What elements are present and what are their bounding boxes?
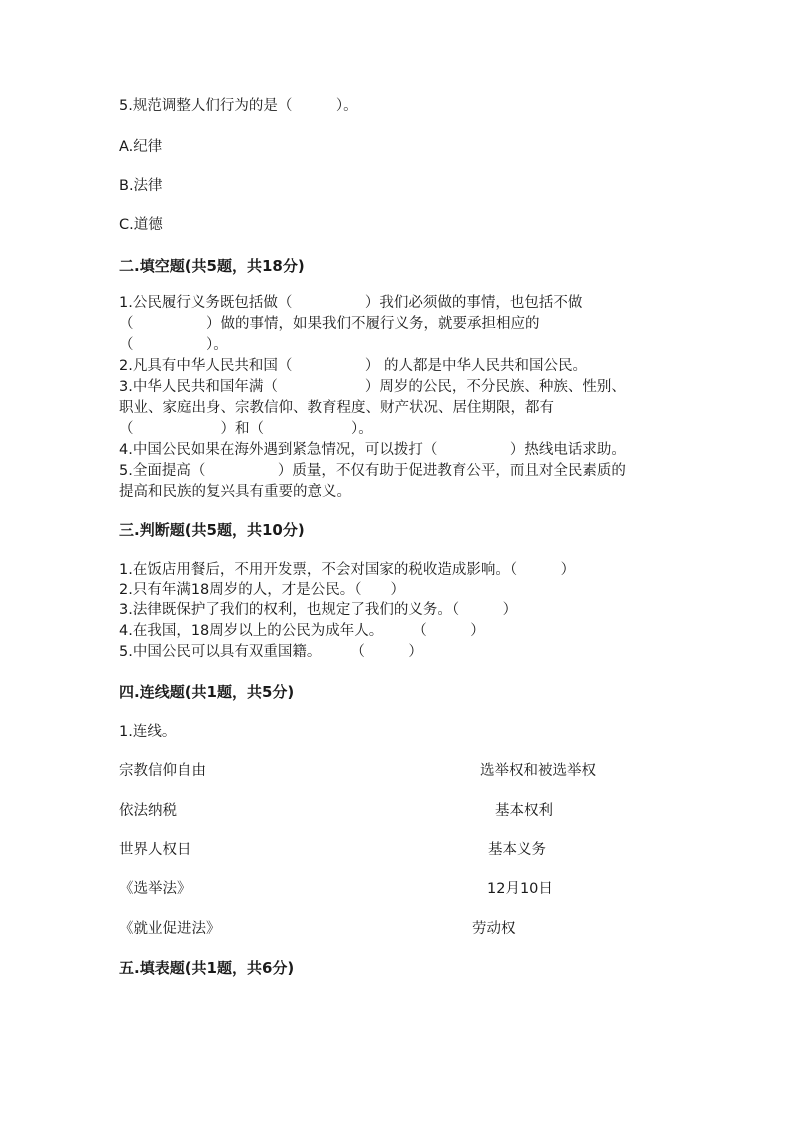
match-right-item: 劳动权 [472,921,516,937]
match-right-item: 12月10日 [487,881,553,897]
fill-line: 4.中国公民如果在海外遇到紧急情况，可以拨打（ ）热线电话求助。 [119,442,626,458]
fill-line: （ ）做的事情，如果我们不履行义务，就要承担相应的 [119,316,540,332]
section-judge-heading: 三.判断题(共5题，共10分) [119,521,305,539]
question-5-stem: 5.规范调整人们行为的是（ ）。 [119,98,358,114]
section-table-heading: 五.填表题(共1题，共6分) [119,959,295,977]
match-left-item: 世界人权日 [119,842,192,858]
match-right-item: 基本权利 [495,803,553,819]
match-right-item: 选举权和被选举权 [480,763,596,779]
match-left-item: 《就业促进法》 [119,921,221,937]
match-left-item: 宗教信仰自由 [119,763,206,779]
fill-line: 职业、家庭出身、宗教信仰、教育程度、财产状况、居住期限，都有 [119,400,554,416]
judge-line: 4.在我国，18周岁以上的公民为成年人。 （ ） [119,623,485,639]
judge-line: 1.在饭店用餐后，不用开发票，不会对国家的税收造成影响。（ ） [119,562,576,578]
judge-line: 3.法律既保护了我们的权利，也规定了我们的义务。（ ） [119,602,518,618]
section-fill-heading: 二.填空题(共5题，共18分) [119,257,305,275]
match-stem: 1.连线。 [119,724,177,740]
fill-line: （ ）。 [119,337,228,353]
section-match-heading: 四.连线题(共1题，共5分) [119,683,295,701]
judge-line: 5.中国公民可以具有双重国籍。 （ ） [119,644,423,660]
fill-line: （ ）和（ ）。 [119,421,373,437]
match-left-item: 《选举法》 [119,881,192,897]
fill-line: 3.中华人民共和国年满（ ）周岁的公民，不分民族、种族、性别、 [119,379,626,395]
question-5-option-a: A.纪律 [119,139,163,155]
question-5-option-b: B.法律 [119,178,163,194]
judge-line: 2.只有年满18周岁的人，才是公民。（ ） [119,582,406,598]
fill-line: 5.全面提高（ ）质量，不仅有助于促进教育公平，而且对全民素质的 [119,463,626,479]
match-right-item: 基本义务 [488,842,546,858]
fill-line: 2.凡具有中华人民共和国（ ） 的人都是中华人民共和国公民。 [119,358,587,374]
fill-line: 提高和民族的复兴具有重要的意义。 [119,484,351,500]
match-left-item: 依法纳税 [119,803,177,819]
question-5-option-c: C.道德 [119,217,163,233]
fill-line: 1.公民履行义务既包括做（ ）我们必须做的事情，也包括不做 [119,295,583,311]
